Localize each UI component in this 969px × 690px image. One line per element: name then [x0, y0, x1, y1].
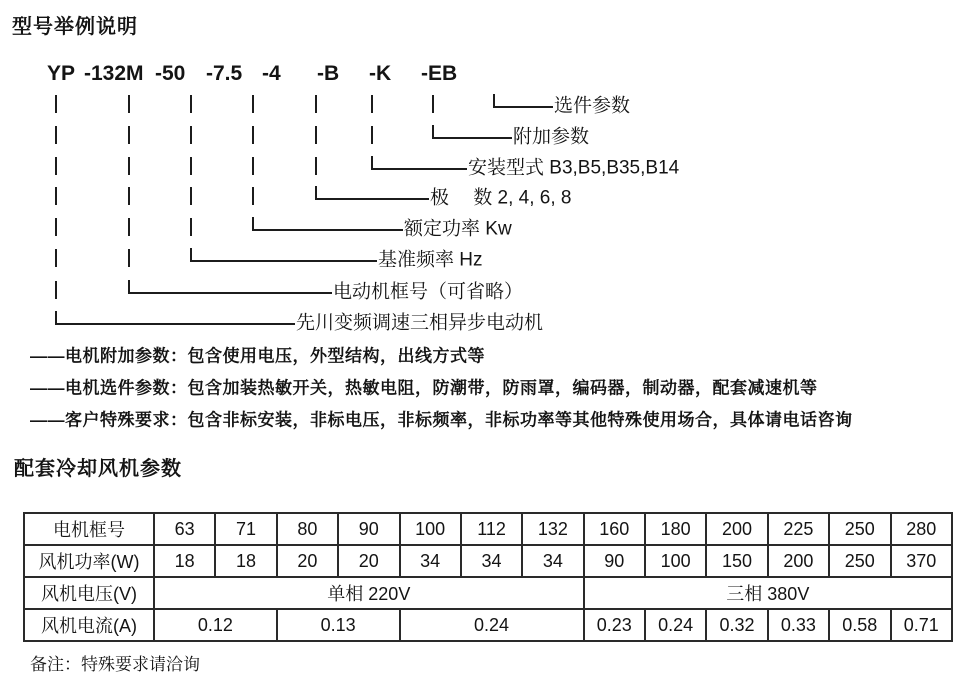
table-cell: 63	[154, 513, 215, 545]
tree-label: 安装型式 B3,B5,B35,B14	[468, 157, 680, 179]
model-code-part: YP	[47, 62, 76, 85]
table-cell: 250	[829, 545, 890, 577]
row-label: 风机电压(V)	[24, 577, 154, 609]
table-cell: 0.13	[277, 609, 400, 641]
table-row-frame	[24, 513, 952, 545]
model-code-part: -K	[369, 62, 392, 85]
table-row-power	[24, 545, 952, 577]
table-cell: 200	[706, 513, 767, 545]
vertical-line	[315, 95, 317, 113]
model-section-title: 型号举例说明	[12, 16, 138, 38]
note-additional-params: ——电机附加参数：包含使用电压，外型结构，出线方式等	[30, 346, 485, 366]
table-row-current	[24, 609, 952, 641]
tree-label: 电动机框号（可省略）	[333, 281, 524, 303]
vertical-line	[190, 95, 192, 113]
tree-label: 极 数 2, 4, 6, 8	[430, 187, 572, 209]
table-cell: 34	[461, 545, 522, 577]
vertical-line	[371, 95, 373, 113]
row-label: 风机功率(W)	[24, 545, 154, 577]
vertical-line	[55, 157, 57, 175]
vertical-line	[128, 249, 130, 267]
table-cell: 132	[522, 513, 583, 545]
model-code-part: -4	[262, 62, 281, 85]
vertical-line	[190, 157, 192, 175]
table-cell: 160	[584, 513, 645, 545]
table-cell: 0.23	[584, 609, 645, 641]
vertical-line	[190, 187, 192, 205]
table-cell: 225	[768, 513, 829, 545]
table-cell-single-phase: 单相 220V	[154, 577, 584, 609]
vertical-line	[315, 126, 317, 144]
vertical-line	[55, 281, 57, 299]
tree-label: 额定功率 Kw	[404, 218, 512, 240]
connector-line	[371, 156, 467, 170]
table-row-voltage	[24, 577, 952, 609]
vertical-line	[128, 95, 130, 113]
vertical-line	[55, 249, 57, 267]
table-cell: 34	[400, 545, 461, 577]
connector-line	[55, 311, 295, 325]
table-cell: 0.12	[154, 609, 277, 641]
tree-label: 先川变频调速三相异步电动机	[296, 312, 544, 334]
vertical-line	[190, 218, 192, 236]
connector-line	[315, 186, 429, 200]
table-cell: 20	[277, 545, 338, 577]
table-cell: 0.58	[829, 609, 890, 641]
table-cell: 200	[768, 545, 829, 577]
connector-line	[493, 94, 553, 108]
row-label: 风机电流(A)	[24, 609, 154, 641]
note-special-requirements: ——客户特殊要求：包含非标安装，非标电压，非标频率，非标功率等其他特殊使用场合，具体请电话咨询	[30, 410, 853, 430]
table-cell-three-phase: 三相 380V	[584, 577, 952, 609]
table-cell: 18	[154, 545, 215, 577]
table-cell: 0.24	[645, 609, 706, 641]
vertical-line	[252, 187, 254, 205]
row-label: 电机框号	[24, 513, 154, 545]
model-code-part: -7.5	[206, 62, 243, 85]
fan-section-title: 配套冷却风机参数	[14, 458, 182, 480]
model-code-part: -132M	[84, 62, 144, 85]
vertical-line	[190, 126, 192, 144]
note-option-params: ——电机选件参数：包含加装热敏开关，热敏电阻，防潮带，防雨罩，编码器，制动器，配套减速机等	[30, 378, 818, 398]
tree-label: 附加参数	[513, 126, 590, 148]
table-cell: 112	[461, 513, 522, 545]
fan-parameter-table	[23, 512, 953, 642]
table-cell: 250	[829, 513, 890, 545]
table-cell: 370	[891, 545, 953, 577]
table-cell: 0.24	[400, 609, 584, 641]
footer-note: 备注：特殊要求请洽询	[30, 655, 200, 674]
table-cell: 100	[400, 513, 461, 545]
table-cell: 20	[338, 545, 399, 577]
connector-line	[432, 125, 512, 139]
table-cell: 90	[584, 545, 645, 577]
tree-label: 基准频率 Hz	[378, 249, 483, 271]
model-code-part: -B	[317, 62, 340, 85]
vertical-line	[128, 218, 130, 236]
table-cell: 180	[645, 513, 706, 545]
vertical-line	[432, 95, 434, 113]
connector-line	[190, 248, 377, 262]
vertical-line	[371, 126, 373, 144]
vertical-line	[128, 157, 130, 175]
vertical-line	[55, 218, 57, 236]
table-cell: 150	[706, 545, 767, 577]
table-cell: 90	[338, 513, 399, 545]
connector-line	[128, 280, 332, 294]
vertical-line	[252, 157, 254, 175]
vertical-line	[252, 126, 254, 144]
vertical-line	[128, 187, 130, 205]
vertical-line	[128, 126, 130, 144]
table-cell: 280	[891, 513, 953, 545]
table-cell: 0.33	[768, 609, 829, 641]
vertical-line	[315, 157, 317, 175]
table-cell: 34	[522, 545, 583, 577]
table-cell: 100	[645, 545, 706, 577]
table-cell: 18	[215, 545, 276, 577]
model-code-part: -50	[155, 62, 186, 85]
table-cell: 71	[215, 513, 276, 545]
vertical-line	[252, 95, 254, 113]
vertical-line	[55, 126, 57, 144]
vertical-line	[55, 187, 57, 205]
table-cell: 80	[277, 513, 338, 545]
model-code-part: -EB	[421, 62, 458, 85]
table-cell: 0.71	[891, 609, 953, 641]
tree-label: 选件参数	[554, 95, 631, 117]
vertical-line	[55, 95, 57, 113]
connector-line	[252, 217, 403, 231]
table-cell: 0.32	[706, 609, 767, 641]
